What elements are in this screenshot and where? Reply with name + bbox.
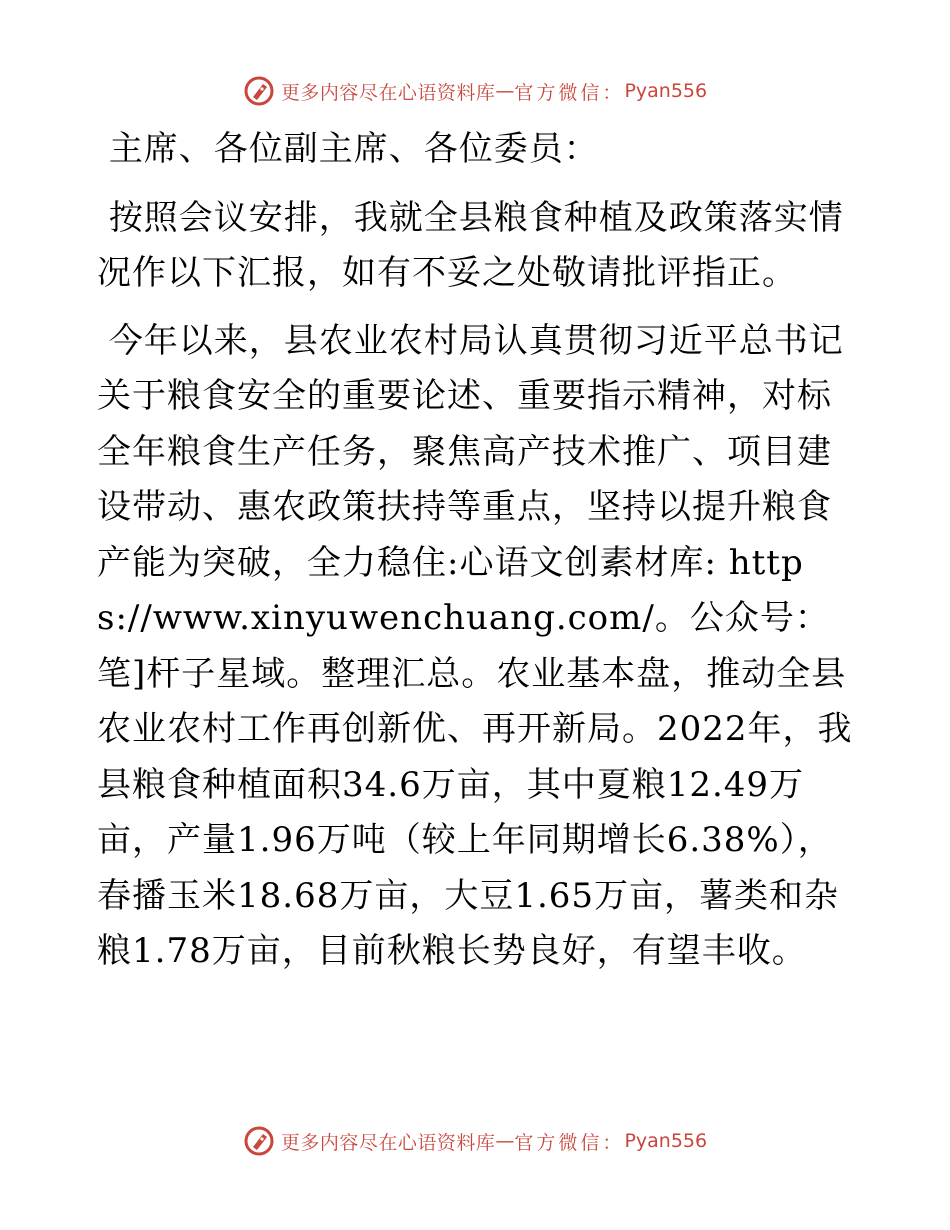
watermark-main-text: 更多内容尽在心语资料库	[280, 1131, 496, 1154]
pen-nib-logo-icon	[243, 1125, 275, 1157]
watermark-official-label: 官方微信：	[514, 81, 625, 104]
paragraph-report: 今年以来，县农业农村局认真贯彻习近平总书记关于粮食安全的重要论述、重要指示精神，对标全年粮食生产任务，聚焦高产技术推广、项目建设带动、惠农政策扶持等重点，坚持以提升粮食产能为突破，全力稳住:心语文创素材库: https://www.xinyuwenchuang.com/。公众号：笔]杆子星域。整理汇总。农业基本盘，推动全县农业农村工作再创新优、再开新局。2022年，我县粮食种植面积34.6万亩，其中夏粮12.49万亩，产量1.96万吨（较上年同期增长6.38%），春播玉米18.68万亩，大豆1.65万亩，薯类和杂粮1.78万亩，目前秋粮长势良好，有望丰收。	[97, 320, 853, 971]
pen-nib-logo-icon	[243, 75, 275, 107]
header-watermark	[0, 71, 950, 111]
watermark-wechat-id: Pyan556	[624, 80, 708, 102]
watermark-wechat-id: Pyan556	[624, 1130, 708, 1152]
paragraph-intro: 按照会议安排，我就全县粮食种植及政策落实情况作以下汇报，如有不妥之处敬请批评指正。	[97, 197, 844, 293]
watermark-separator: —	[495, 1130, 515, 1152]
watermark-main-text: 更多内容尽在心语资料库	[280, 81, 496, 104]
document-body	[97, 122, 857, 992]
salutation: 主席、各位副主席、各位委员：	[97, 129, 599, 169]
watermark-separator: —	[495, 80, 515, 102]
footer-watermark	[0, 1121, 950, 1161]
watermark-official-label: 官方微信：	[514, 1131, 625, 1154]
